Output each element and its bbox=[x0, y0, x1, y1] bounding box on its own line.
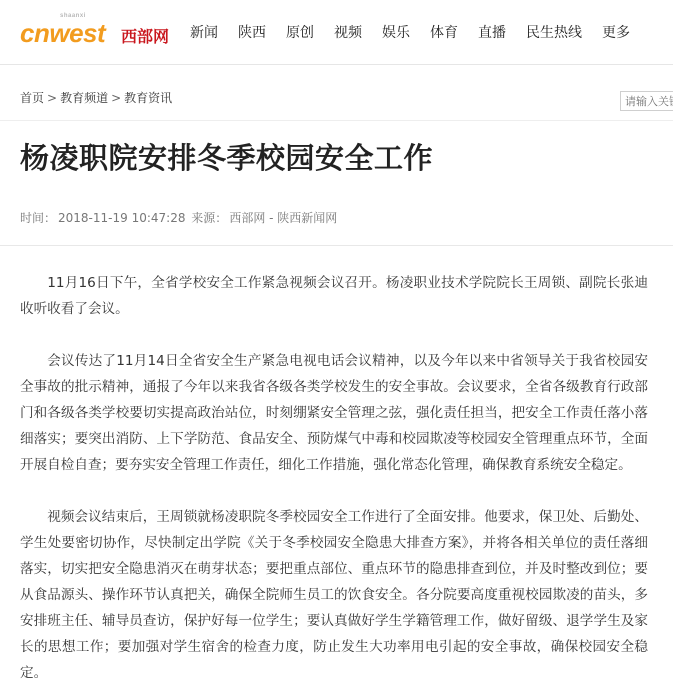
breadcrumb bbox=[20, 89, 172, 106]
article-body bbox=[20, 270, 648, 696]
site-logo[interactable] bbox=[20, 12, 175, 52]
search-input[interactable] bbox=[620, 91, 673, 111]
publish-time: 2018-11-19 10:47:28 bbox=[58, 211, 186, 225]
breadcrumb-separator: > bbox=[111, 91, 122, 105]
nav-item-shaanxi[interactable]: 陕西 bbox=[238, 25, 266, 41]
article-paragraph: 11月16日下午，全省学校安全工作紧急视频会议召开。杨凌职业技术学院院长王周锁、副院长张迪收听收看了会议。 bbox=[20, 275, 648, 317]
nav-item-video[interactable]: 视频 bbox=[334, 25, 362, 41]
nav-item-original[interactable]: 原创 bbox=[286, 25, 314, 41]
nav-item-hotline[interactable]: 民生热线 bbox=[526, 25, 582, 41]
logo-small-text: shaanxi bbox=[60, 13, 86, 19]
article-paragraph: 会议传达了11月14日全省安全生产紧急电视电话会议精神，以及今年以来中省领导关于我省校园安全事故的批示精神，通报了今年以来我省各级各类学校发生的安全事故。会议要求，全省各级教育行政部门和各级各类学校要切实提高政治站位，时刻绷紧安全管理之弦，强化责任担当，把安全工作责任落小落细落实；要突出消防、上下学防范、食品安全、预防煤气中毒和校园欺凌等校园安全管理重点环节，全面开展自检自查；要夯实安全管理工作责任，细化工作措施，强化常态化管理，确保教育系统安全稳定。 bbox=[20, 353, 648, 473]
breadcrumb-home[interactable]: 首页 bbox=[20, 91, 45, 105]
meta-divider bbox=[0, 245, 673, 246]
source-label: 来源： bbox=[191, 211, 228, 225]
time-label: 时间： bbox=[20, 211, 57, 225]
breadcrumb-separator: > bbox=[47, 91, 58, 105]
breadcrumb-education-channel[interactable]: 教育频道 bbox=[60, 91, 109, 105]
nav-item-news[interactable]: 新闻 bbox=[190, 25, 218, 41]
header-divider bbox=[0, 120, 673, 121]
nav-item-entertainment[interactable]: 娱乐 bbox=[382, 25, 410, 41]
logo-en-text: cnwest bbox=[20, 18, 106, 48]
article-paragraph: 视频会议结束后，王周锁就杨凌职院冬季校园安全工作进行了全面安排。他要求，保卫处、后勤处、学生处要密切协作，尽快制定出学院《关于冬季校园安全隐患大排查方案》，并将各相关单位的责任落细落实，切实把安全隐患消灭在萌芽状态；要把重点部位、重点环节的隐患排查到位，并及时整改到位；要从食品源头、操作环节认真把关，确保全院师生员工的饮食安全。各分院要高度重视校园欺凌的苗头，多安排班主任、辅导员查访，保护好每一位学生；要认真做好学生学籍管理工作，做好留级、退学学生及家长的思想工作；要加强对学生宿舍的检查力度，防止发生大功率用电引起的安全事故，确保校园安全稳定。 bbox=[20, 509, 648, 681]
nav-item-sports[interactable]: 体育 bbox=[430, 25, 458, 41]
main-nav bbox=[190, 0, 650, 64]
breadcrumb-education-news[interactable]: 教育资讯 bbox=[124, 91, 173, 105]
nav-item-live[interactable]: 直播 bbox=[478, 25, 506, 41]
logo-cn-text: 西部网 bbox=[121, 27, 170, 46]
top-bar bbox=[0, 0, 673, 65]
nav-item-more[interactable]: 更多 bbox=[602, 25, 630, 41]
article-meta bbox=[20, 209, 339, 226]
article-title: 杨凌职院安排冬季校园安全工作 bbox=[20, 141, 434, 175]
article-source[interactable]: 西部网 - 陕西新闻网 bbox=[229, 211, 338, 225]
